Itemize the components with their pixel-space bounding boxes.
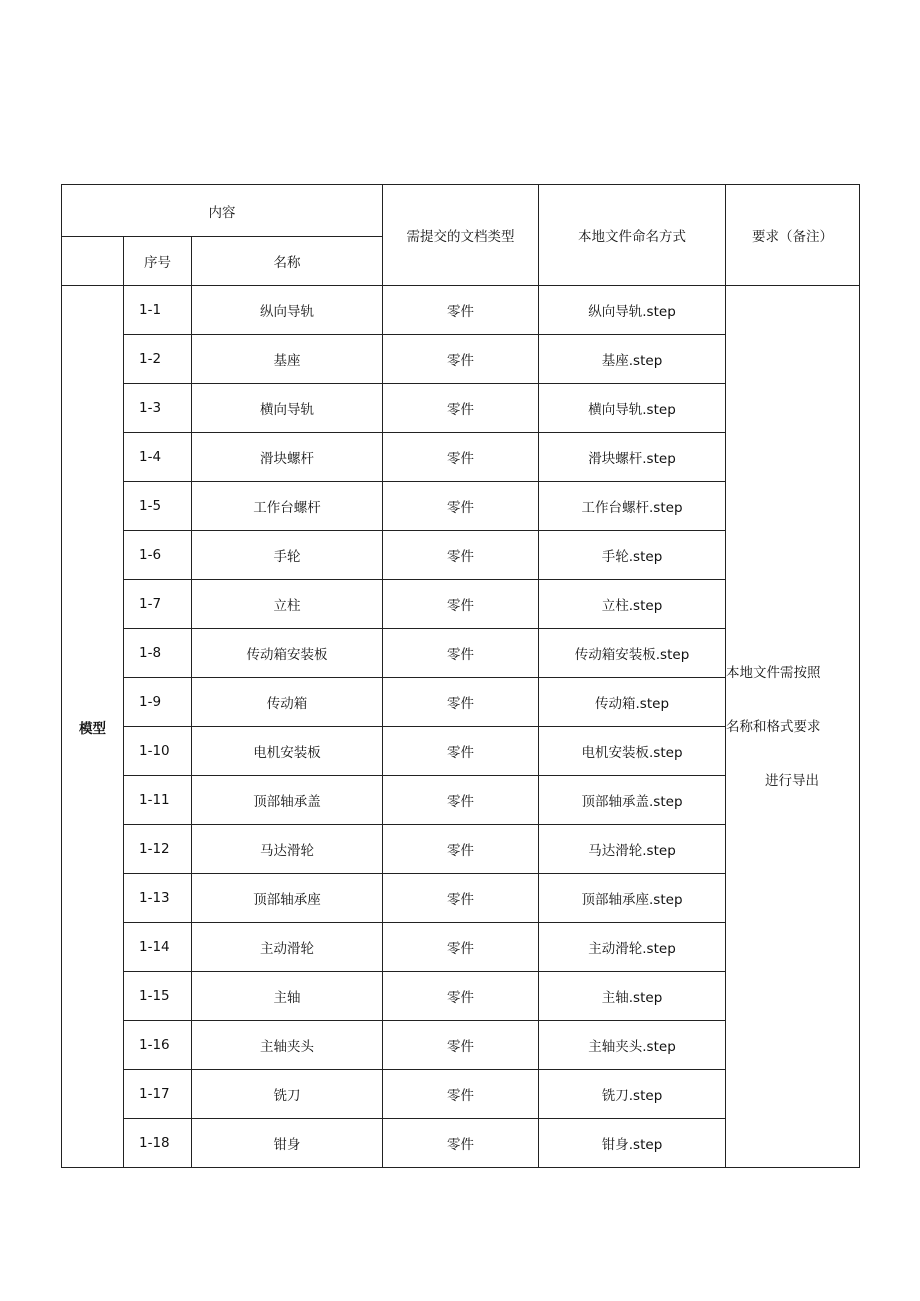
seq-cell: 1-7 bbox=[124, 580, 192, 629]
table-row bbox=[62, 286, 860, 335]
seq-cell: 1-5 bbox=[124, 482, 192, 531]
name-cell: 纵向导轨 bbox=[192, 286, 383, 335]
name-cell: 传动箱 bbox=[192, 678, 383, 727]
doc-type-cell: 零件 bbox=[383, 531, 539, 580]
seq-cell: 1-6 bbox=[124, 531, 192, 580]
name-cell: 主动滑轮 bbox=[192, 923, 383, 972]
seq-cell: 1-10 bbox=[124, 727, 192, 776]
name-cell: 铣刀 bbox=[192, 1070, 383, 1119]
name-cell: 电机安装板 bbox=[192, 727, 383, 776]
name-cell: 立柱 bbox=[192, 580, 383, 629]
doc-type-cell: 零件 bbox=[383, 482, 539, 531]
doc-type-cell: 零件 bbox=[383, 678, 539, 727]
filename-cell: 手轮.step bbox=[539, 531, 726, 580]
filename-cell: 主轴.step bbox=[539, 972, 726, 1021]
filename-cell: 主轴夹头.step bbox=[539, 1021, 726, 1070]
seq-cell: 1-12 bbox=[124, 825, 192, 874]
name-cell: 主轴夹头 bbox=[192, 1021, 383, 1070]
filename-cell: 钳身.step bbox=[539, 1119, 726, 1168]
seq-cell: 1-1 bbox=[124, 286, 192, 335]
header-doc-type: 需提交的文档类型 bbox=[383, 185, 539, 286]
filename-cell: 马达滑轮.step bbox=[539, 825, 726, 874]
filename-cell: 纵向导轨.step bbox=[539, 286, 726, 335]
name-cell: 横向导轨 bbox=[192, 384, 383, 433]
requirement-line: 进行导出 bbox=[765, 773, 820, 789]
seq-cell: 1-15 bbox=[124, 972, 192, 1021]
filename-cell: 顶部轴承盖.step bbox=[539, 776, 726, 825]
doc-type-cell: 零件 bbox=[383, 776, 539, 825]
doc-type-cell: 零件 bbox=[383, 1021, 539, 1070]
doc-type-cell: 零件 bbox=[383, 923, 539, 972]
filename-cell: 顶部轴承座.step bbox=[539, 874, 726, 923]
doc-type-cell: 零件 bbox=[383, 1070, 539, 1119]
filename-cell: 铣刀.step bbox=[539, 1070, 726, 1119]
requirement-line: 本地文件需按照 bbox=[726, 665, 821, 681]
header-seq: 序号 bbox=[124, 237, 192, 286]
header-naming: 本地文件命名方式 bbox=[539, 185, 726, 286]
doc-type-cell: 零件 bbox=[383, 1119, 539, 1168]
seq-cell: 1-4 bbox=[124, 433, 192, 482]
name-cell: 手轮 bbox=[192, 531, 383, 580]
header-content: 内容 bbox=[62, 185, 383, 237]
filename-cell: 电机安装板.step bbox=[539, 727, 726, 776]
name-cell: 传动箱安装板 bbox=[192, 629, 383, 678]
filename-cell: 滑块螺杆.step bbox=[539, 433, 726, 482]
seq-cell: 1-13 bbox=[124, 874, 192, 923]
header-requirement: 要求（备注） bbox=[726, 185, 860, 286]
name-cell: 主轴 bbox=[192, 972, 383, 1021]
seq-cell: 1-2 bbox=[124, 335, 192, 384]
filename-cell: 横向导轨.step bbox=[539, 384, 726, 433]
doc-type-cell: 零件 bbox=[383, 286, 539, 335]
requirement-cell bbox=[726, 286, 860, 1168]
name-cell: 马达滑轮 bbox=[192, 825, 383, 874]
filename-cell: 工作台螺杆.step bbox=[539, 482, 726, 531]
filename-cell: 基座.step bbox=[539, 335, 726, 384]
doc-type-cell: 零件 bbox=[383, 825, 539, 874]
requirement-line: 名称和格式要求 bbox=[726, 719, 821, 735]
header-name: 名称 bbox=[192, 237, 383, 286]
doc-type-cell: 零件 bbox=[383, 727, 539, 776]
header-blank-cell bbox=[62, 237, 124, 286]
file-requirements-table bbox=[61, 184, 860, 1168]
doc-type-cell: 零件 bbox=[383, 972, 539, 1021]
name-cell: 顶部轴承座 bbox=[192, 874, 383, 923]
name-cell: 基座 bbox=[192, 335, 383, 384]
doc-type-cell: 零件 bbox=[383, 433, 539, 482]
seq-cell: 1-18 bbox=[124, 1119, 192, 1168]
seq-cell: 1-8 bbox=[124, 629, 192, 678]
requirement-text bbox=[726, 286, 859, 808]
category-cell: 模型 bbox=[62, 286, 124, 1168]
filename-cell: 立柱.step bbox=[539, 580, 726, 629]
filename-cell: 传动箱.step bbox=[539, 678, 726, 727]
seq-cell: 1-14 bbox=[124, 923, 192, 972]
doc-type-cell: 零件 bbox=[383, 384, 539, 433]
seq-cell: 1-11 bbox=[124, 776, 192, 825]
doc-type-cell: 零件 bbox=[383, 874, 539, 923]
seq-cell: 1-9 bbox=[124, 678, 192, 727]
filename-cell: 传动箱安装板.step bbox=[539, 629, 726, 678]
seq-cell: 1-17 bbox=[124, 1070, 192, 1119]
filename-cell: 主动滑轮.step bbox=[539, 923, 726, 972]
name-cell: 工作台螺杆 bbox=[192, 482, 383, 531]
doc-type-cell: 零件 bbox=[383, 580, 539, 629]
seq-cell: 1-16 bbox=[124, 1021, 192, 1070]
doc-type-cell: 零件 bbox=[383, 335, 539, 384]
name-cell: 顶部轴承盖 bbox=[192, 776, 383, 825]
header-row-1 bbox=[62, 185, 860, 237]
seq-cell: 1-3 bbox=[124, 384, 192, 433]
name-cell: 滑块螺杆 bbox=[192, 433, 383, 482]
name-cell: 钳身 bbox=[192, 1119, 383, 1168]
doc-type-cell: 零件 bbox=[383, 629, 539, 678]
